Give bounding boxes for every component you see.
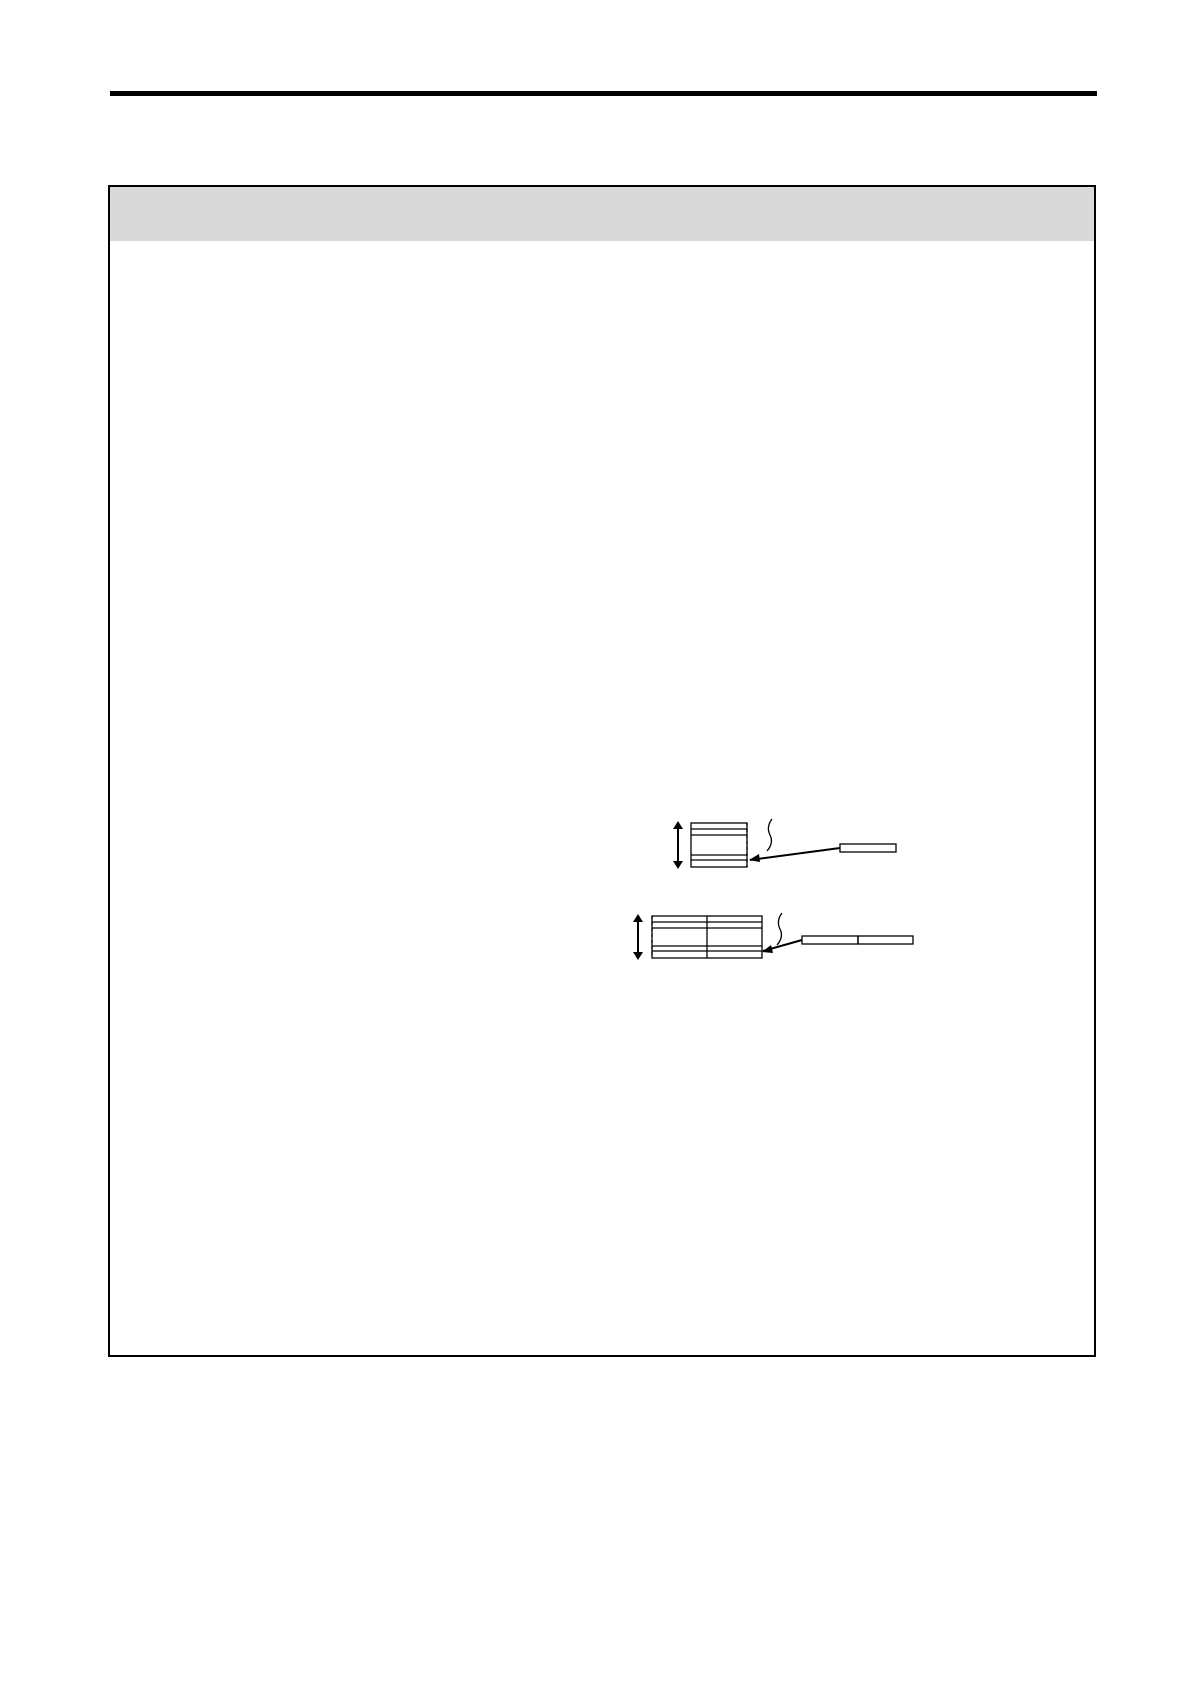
word-table-diagram <box>673 819 896 869</box>
table-border <box>109 186 1095 1356</box>
double-word-table-diagram <box>633 913 913 960</box>
table-header <box>109 186 1095 241</box>
